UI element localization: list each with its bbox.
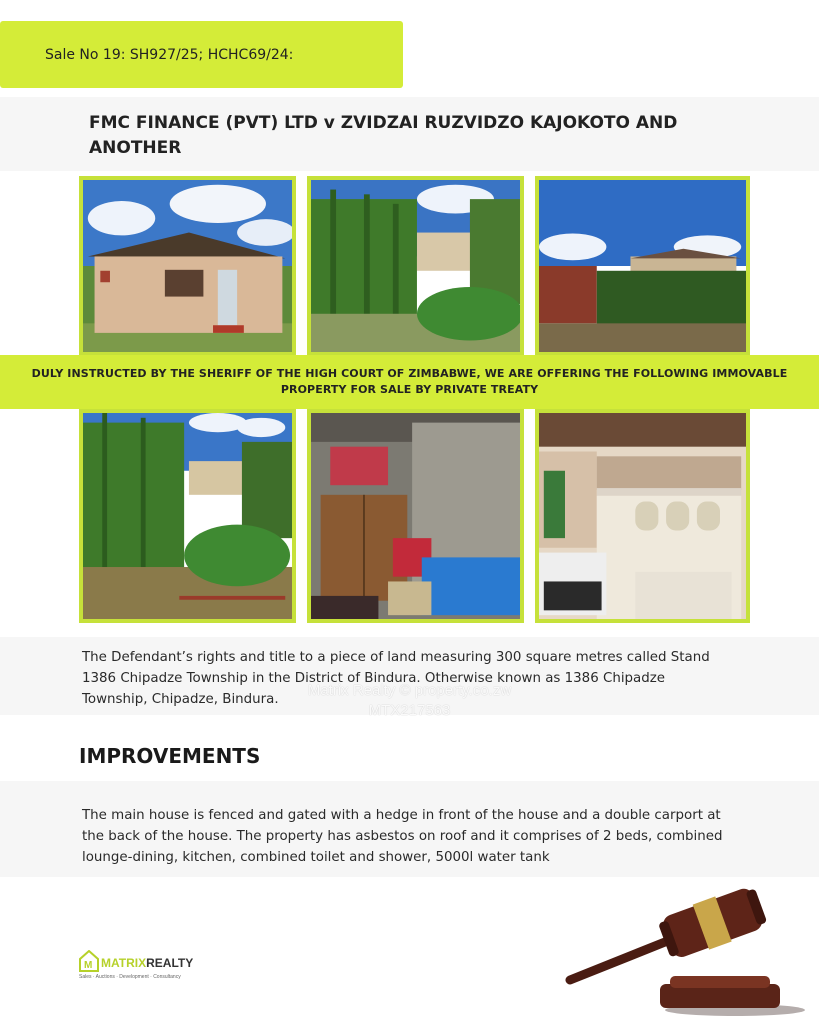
svg-text:M: M <box>84 960 93 971</box>
sheriff-notice-bar <box>0 355 819 409</box>
house-logo-icon <box>79 950 99 972</box>
logo-name <box>101 956 193 970</box>
improvements-heading: IMPROVEMENTS <box>79 744 261 768</box>
sale-number-banner <box>0 21 403 88</box>
improvements-text: The main house is fenced and gated with a hedge in front of the house and a double carport at the back of the house. The property has asbestos on roof and it comprises of 2 beds, combined lounge-dining, kitchen, combined toilet and shower, 5000l water tank <box>82 808 723 865</box>
title-band <box>0 97 819 171</box>
improvements-band <box>0 781 819 877</box>
case-title: FMC FINANCE (PVT) LTD v ZVIDZAI RUZVIDZO KAJOKOTO AND ANOTHER <box>89 113 678 158</box>
sheriff-notice: DULY INSTRUCTED BY THE SHERIFF OF THE HIGH COURT OF ZIMBABWE, WE ARE OFFERING THE FOLLOWING IMMOVABLE PROPERTY FOR SALE BY PRIVATE TREATY <box>31 367 788 396</box>
garden-path-photo <box>79 409 296 623</box>
fence-gate-photo <box>535 176 750 356</box>
logo-tagline: Sales · Auctions · Development · Consultancy <box>79 974 181 980</box>
kitchen-interior-photo <box>535 409 750 623</box>
bedroom-interior-photo <box>307 409 524 623</box>
property-description: The Defendant’s rights and title to a piece of land measuring 300 square metres called Stand 1386 Chipadze Township in the District of Bindura. Otherwise known as 1386 Chipadze Township, Chipadze, Bindura. <box>82 650 710 707</box>
logo-name-prefix: MATRIX <box>101 956 147 970</box>
house-exterior-photo <box>79 176 296 356</box>
watermark-line-2: MTX217563 <box>368 702 451 719</box>
logo-name-suffix: REALTY <box>146 956 194 970</box>
watermark-line-1: Matrix Realty © property.co.zw <box>307 682 512 699</box>
maize-garden-photo <box>307 176 524 356</box>
gavel-icon <box>565 872 810 1017</box>
matrix-realty-logo <box>79 948 239 984</box>
sale-number: Sale No 19: SH927/25; HCHC69/24: <box>45 47 294 63</box>
